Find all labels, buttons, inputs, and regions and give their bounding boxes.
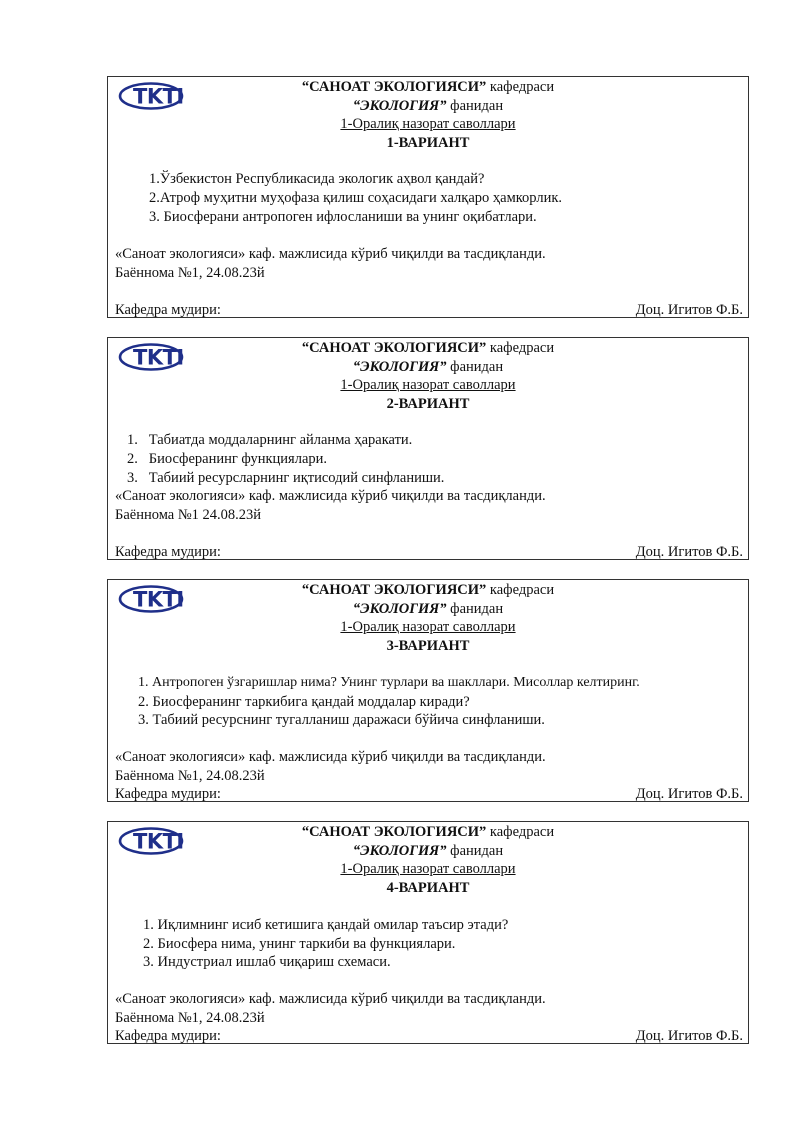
subject-suffix: фанидан: [446, 358, 504, 375]
variant-title: 2-ВАРИАНТ: [386, 395, 470, 412]
question-1: 1. Табиатда моддаларнинг айланма ҳаракати.: [127, 432, 413, 448]
department-suffix: кафедраси: [486, 340, 555, 356]
subject-name: “ЭКОЛОГИЯ”: [352, 97, 447, 114]
subject-suffix: фанидан: [446, 600, 504, 617]
head-name: Доц. Игитов Ф.Б.: [635, 786, 743, 802]
head-name: Доц. Игитов Ф.Б.: [635, 1028, 743, 1044]
head-label: Кафедра мудири:: [115, 544, 221, 560]
variant-card-1: [107, 76, 749, 318]
variant-title: 1-ВАРИАНТ: [386, 134, 470, 151]
approval-note: «Саноат экологияси» каф. мажлисида кўриб чиқилди ва тасдиқланди.: [115, 991, 546, 1007]
department-name: “САНОАТ ЭКОЛОГИЯСИ”: [301, 340, 487, 356]
signature-line: [115, 301, 743, 319]
exam-title: 1-Оралиқ назорат саволлари: [340, 377, 516, 393]
head-label: Кафедра мудири:: [115, 1028, 221, 1044]
variant-card-3: [107, 579, 749, 802]
question-3: 3. Табиий ресурснинг тугалланиш даражаси бўйича синфланиши.: [138, 712, 545, 728]
question-3: 3. Биосферани антропоген ифлосланиши ва унинг оқибатлари.: [149, 209, 537, 225]
svg-text:TKTI: TKTI: [133, 84, 184, 109]
question-2: 2. Биосферанинг таркибига қандай моддалар киради?: [138, 694, 470, 710]
exam-title: 1-Оралиқ назорат саволлари: [340, 861, 516, 877]
card-header: [108, 78, 748, 152]
svg-text:TKTI: TKTI: [133, 587, 184, 612]
svg-text:TKTI: TKTI: [133, 345, 184, 370]
head-name: Доц. Игитов Ф.Б.: [635, 544, 743, 560]
card-header: [108, 581, 748, 655]
department-name: “САНОАТ ЭКОЛОГИЯСИ”: [301, 582, 487, 598]
svg-text:TKTI: TKTI: [133, 829, 184, 854]
protocol-note: Баённома №1, 24.08.23й: [115, 1009, 265, 1026]
protocol-note: Баённома №1, 24.08.23й: [115, 767, 265, 784]
variant-title: 4-ВАРИАНТ: [386, 879, 470, 896]
card-header: [108, 823, 748, 897]
protocol-note: Баённома №1, 24.08.23й: [115, 264, 265, 281]
head-name: Доц. Игитов Ф.Б.: [635, 302, 743, 318]
subject-name: “ЭКОЛОГИЯ”: [352, 600, 447, 617]
head-label: Кафедра мудири:: [115, 302, 221, 318]
exam-title: 1-Оралиқ назорат саволлари: [340, 619, 516, 635]
department-suffix: кафедраси: [486, 79, 555, 95]
head-label: Кафедра мудири:: [115, 786, 221, 802]
department-name: “САНОАТ ЭКОЛОГИЯСИ”: [301, 79, 487, 95]
question-2: 2.Атроф муҳитни муҳофаза қилиш соҳасидаги халқаро ҳамкорлик.: [149, 190, 563, 206]
subject-name: “ЭКОЛОГИЯ”: [352, 358, 447, 375]
question-3: 3. Индустриал ишлаб чиқариш схемаси.: [143, 954, 391, 970]
approval-note: «Саноат экологияси» каф. мажлисида кўриб чиқилди ва тасдиқланди.: [115, 488, 546, 504]
variant-card-2: [107, 337, 749, 560]
subject-suffix: фанидан: [446, 842, 504, 859]
variant-card-4: [107, 821, 749, 1044]
approval-note: «Саноат экологияси» каф. мажлисида кўриб чиқилди ва тасдиқланди.: [115, 749, 546, 765]
department-suffix: кафедраси: [486, 582, 555, 598]
department-suffix: кафедраси: [486, 824, 555, 840]
question-3: 3. Табиий ресурсларнинг иқтисодий синфланиши.: [127, 470, 445, 486]
variant-title: 3-ВАРИАНТ: [386, 637, 470, 654]
question-2: 2. Биосферанинг функциялари.: [127, 451, 328, 467]
signature-line: [115, 1027, 743, 1045]
question-1: 1.Ўзбекистон Республикасида экологик аҳвол қандай?: [149, 171, 485, 187]
exam-title: 1-Оралиқ назорат саволлари: [340, 116, 516, 132]
question-2: 2. Биосфера нима, унинг таркиби ва функциялари.: [143, 936, 456, 952]
question-1: 1. Иқлимнинг исиб кетишига қандай омилар таъсир этади?: [143, 917, 509, 933]
question-1: 1. Антропоген ўзгаришлар нима? Унинг турлари ва шакллари. Мисоллар келтиринг.: [138, 675, 640, 690]
protocol-note: Баённома №1 24.08.23й: [115, 506, 262, 523]
signature-line: [115, 543, 743, 561]
card-header: [108, 339, 748, 413]
approval-note: «Саноат экологияси» каф. мажлисида кўриб чиқилди ва тасдиқланди.: [115, 246, 546, 262]
subject-suffix: фанидан: [446, 97, 504, 114]
department-name: “САНОАТ ЭКОЛОГИЯСИ”: [301, 824, 487, 840]
signature-line: [115, 785, 743, 803]
subject-name: “ЭКОЛОГИЯ”: [352, 842, 447, 859]
